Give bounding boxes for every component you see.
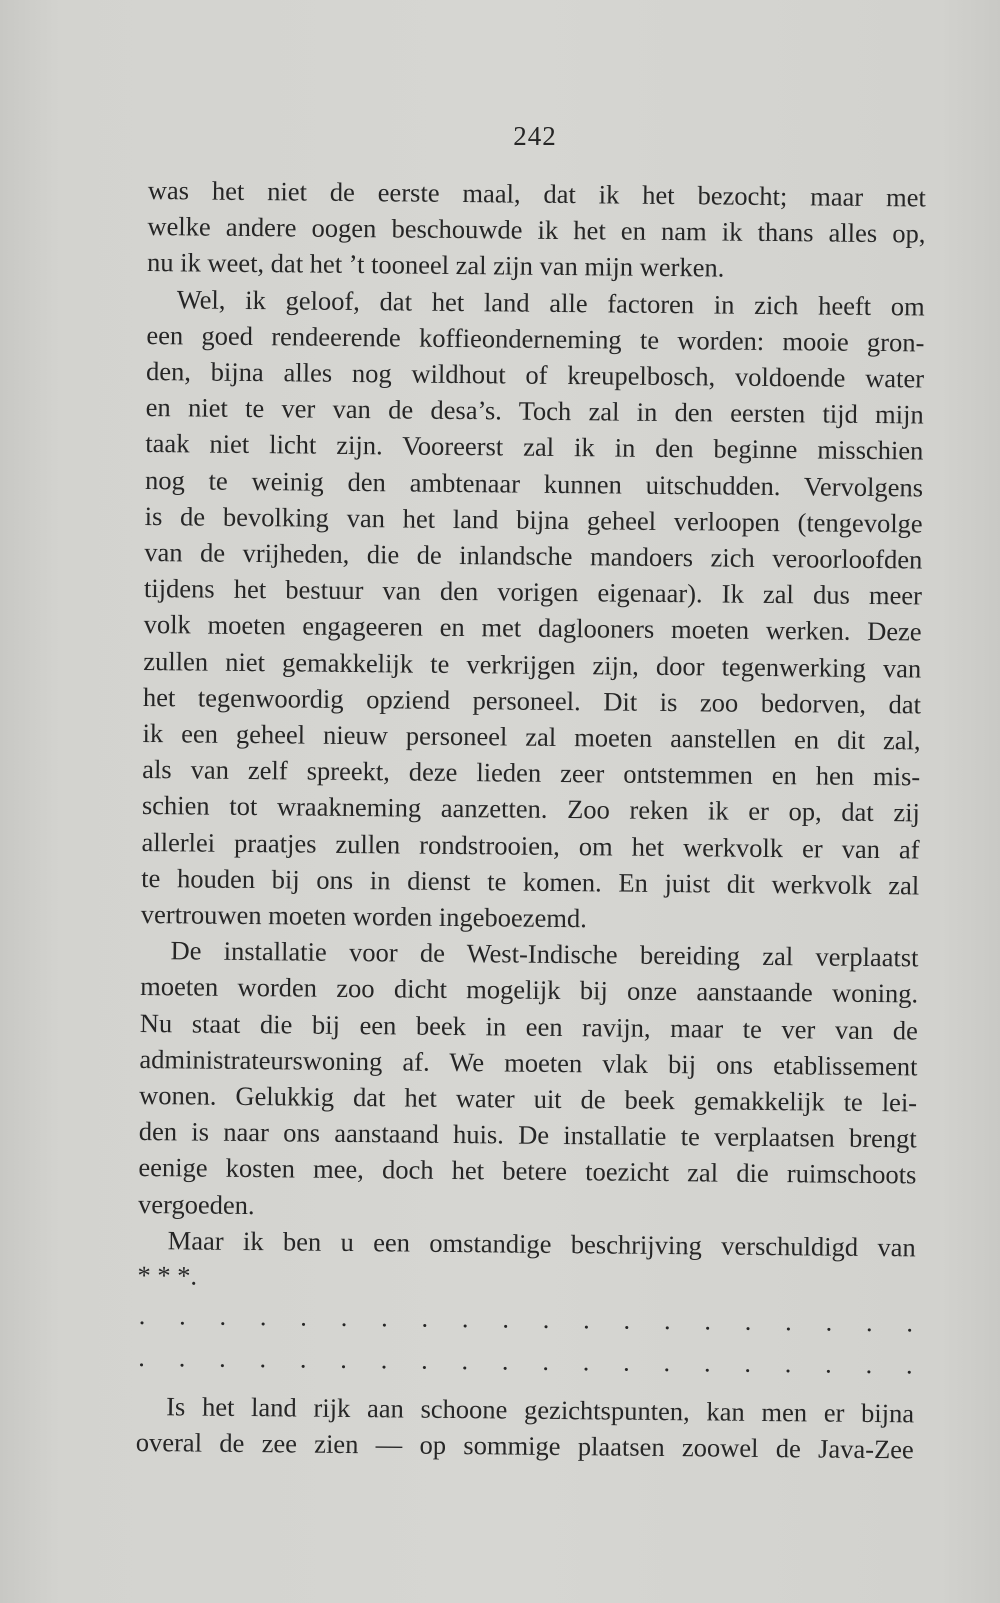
ellipsis-dot: . (583, 1305, 590, 1335)
text-line: taak niet licht zijn. Vooreerst zal ik in den beginne misschien (145, 428, 924, 466)
ellipsis-dot: . (461, 1346, 469, 1376)
text-line: nu ik weet, dat het ’t tooneel zal zijn van mijn werken. (146, 247, 725, 283)
ellipsis-dot: . (502, 1304, 510, 1334)
ellipsis-dot: . (663, 1348, 671, 1378)
ellipsis-dot: . (138, 1301, 146, 1331)
text-line: administrateurswoning af. We moeten vlak bij ons etablissement (139, 1043, 918, 1082)
ellipsis-dot: . (501, 1346, 509, 1376)
ellipsis-dot: . (865, 1308, 873, 1338)
ellipsis-rows (136, 1298, 915, 1383)
ellipsis-dot: . (179, 1301, 186, 1331)
text-line: was het niet de eerste maal, dat ik het bezocht; maar met (147, 174, 926, 213)
text-line: zullen niet gemakkelijk te verkrijgen zijn, door tegenwerking van (143, 645, 922, 684)
ellipsis-dot: . (178, 1343, 186, 1373)
ellipsis-dot: . (138, 1343, 146, 1373)
text-line: een goed rendeerende koffieonderneming te worden: mooie gron- (146, 319, 925, 358)
ellipsis-dot: . (825, 1307, 833, 1337)
ellipsis-dot: . (259, 1344, 267, 1374)
text-line: Wel, ik geloof, dat het land alle factoren in zich heeft om (176, 283, 925, 322)
ellipsis-dot: . (906, 1308, 914, 1338)
ellipsis-dot: . (219, 1343, 226, 1373)
ellipsis-dot: . (825, 1349, 832, 1379)
text-line: den is naar ons aanstaand huis. De installatie te verplaatsen brengt (138, 1116, 917, 1154)
ellipsis-dot: . (542, 1304, 550, 1334)
text-line: nog te weinig den ambtenaar kunnen uitschudden. Vervolgens (144, 464, 924, 503)
asterism: * * *. (137, 1260, 198, 1291)
text-line: wonen. Gelukkig dat het water uit de beek gemakkelijk te lei- (138, 1080, 918, 1118)
main-paragraphs (138, 172, 926, 1266)
ellipsis-row (137, 1298, 915, 1341)
text-line: is de bevolking van het land bijna geheel verloopen (tengevolge (144, 500, 923, 539)
text-line: te houden bij ons in dienst te komen. En juist dit werkvolk zal (141, 862, 920, 901)
ellipsis-dot: . (300, 1302, 308, 1332)
ellipsis-dot: . (582, 1347, 590, 1377)
ellipsis-dot: . (784, 1349, 792, 1379)
text-line: eenige kosten mee, doch het betere toezicht zal die ruimschoots (138, 1152, 917, 1190)
text-line: Maar ik ben u een omstandige beschrijving verschuldigd van (167, 1225, 916, 1263)
text-line: De installatie voor de West-Indische bereiding zal verplaatst (170, 935, 919, 973)
page-number: 242 (513, 121, 557, 151)
text-line: vertrouwen moeten worden ingeboezemd. (140, 899, 587, 934)
ellipsis-dot: . (785, 1307, 792, 1337)
text-line: welke andere oogen beschouwde ik het en nam ik thans alles op, (147, 211, 926, 249)
ellipsis-dot: . (542, 1346, 550, 1376)
ellipsis-dot: . (905, 1350, 913, 1380)
ellipsis-dot: . (623, 1347, 630, 1377)
ellipsis-dot: . (340, 1302, 348, 1333)
text-line: het tegenwoordig opziend personeel. Dit is zoo bedorven, dat (142, 681, 922, 720)
text-line: volk moeten engageeren en met daglooners moeten werken. Deze (143, 609, 922, 647)
body-text (136, 172, 926, 1468)
text-line: ik een geheel nieuw personeel zal moeten aanstellen en dit zal, (142, 718, 921, 756)
ellipsis-dot: . (663, 1306, 671, 1336)
text-line: moeten worden zoo dicht mogelijk bij onze aanstaande woning. (140, 971, 919, 1009)
ellipsis-dot: . (744, 1348, 752, 1378)
ellipsis-dot: . (623, 1305, 631, 1335)
text-line: den, bijna alles nog wildhout of kreupelbosch, voldoende water (145, 356, 925, 394)
ellipsis-dot: . (380, 1345, 388, 1375)
text-line: als van zelf spreekt, deze lieden zeer ontstemmen en hen mis- (142, 754, 921, 792)
text-line: overal de zee zien — op sommige plaatsen zoowel de Java-Zee (135, 1427, 914, 1465)
ellipsis-dot: . (219, 1301, 227, 1331)
text-line: Is het land rijk aan schoone gezichtspunten, kan men er bijna (166, 1391, 915, 1429)
text-line: vergoeden. (137, 1188, 255, 1220)
text-line: van de vrijheden, die de inlandsche mandoers zich veroorloofden (144, 537, 923, 575)
text-line: allerlei praatjes zullen rondstrooien, om het werkvolk er van af (141, 826, 920, 865)
ellipsis-dot: . (744, 1306, 752, 1336)
ellipsis-dot: . (703, 1348, 711, 1378)
ellipsis-dot: . (340, 1344, 348, 1375)
text-line: tijdens het bestuur van den vorigen eigenaar). Ik zal dus meer (143, 573, 923, 611)
text-line: Nu staat die bij een beek in een ravijn, maar te ver van de (139, 1007, 918, 1046)
closing-paragraph (136, 1388, 915, 1468)
ellipsis-dot: . (421, 1303, 429, 1333)
ellipsis-dot: . (704, 1306, 712, 1336)
ellipsis-dot: . (259, 1302, 267, 1332)
ellipsis-dot: . (381, 1303, 388, 1333)
ellipsis-dot: . (299, 1344, 307, 1374)
text-line: en niet te ver van de desa’s. Toch zal in den eersten tijd mijn (145, 392, 924, 430)
ellipsis-dot: . (865, 1350, 873, 1380)
ellipsis-dot: . (421, 1345, 428, 1375)
text-line: schien tot wraakneming aanzetten. Zoo reken ik er op, dat zij (141, 790, 921, 828)
ellipsis-dot: . (461, 1304, 469, 1334)
